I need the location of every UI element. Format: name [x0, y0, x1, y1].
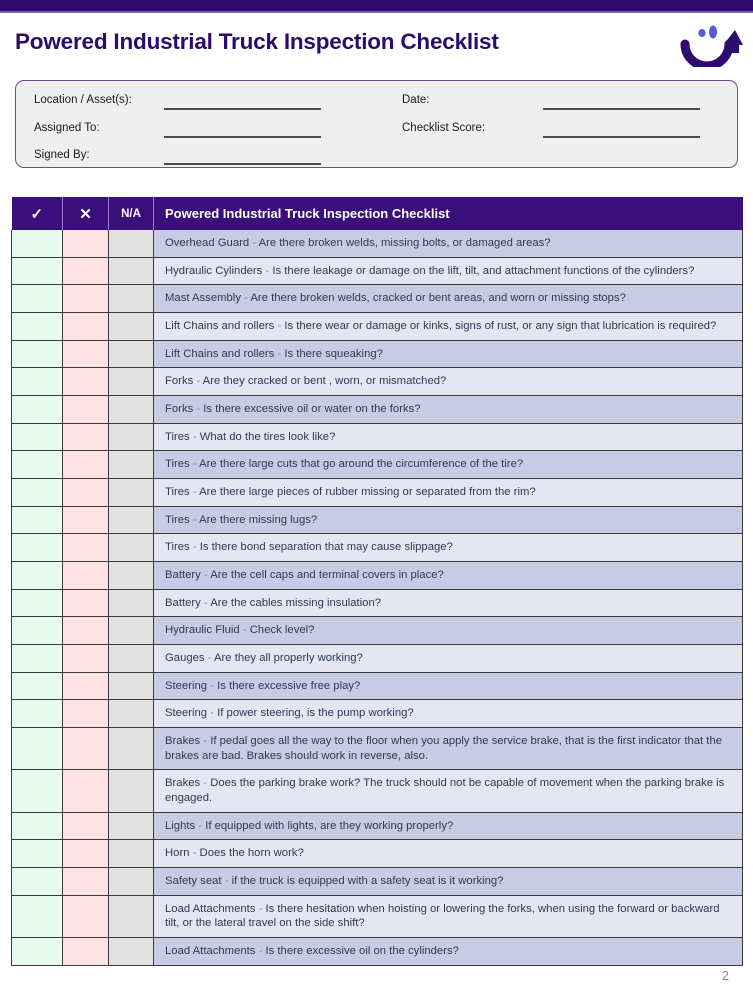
checklist-item-separator: -: [204, 652, 214, 665]
checkbox-cell-ok[interactable]: [12, 285, 63, 313]
checkbox-cell-na[interactable]: [109, 617, 154, 645]
checklist-item-text: [154, 895, 743, 937]
checklist-item-separator: -: [189, 458, 200, 471]
table-row: [12, 840, 743, 868]
table-row: [12, 451, 743, 479]
checklist-item-subject: Safety seat: [165, 875, 222, 888]
table-row: [12, 562, 743, 590]
checkbox-cell-not-ok[interactable]: [63, 645, 109, 673]
checklist-item-separator: -: [193, 375, 203, 388]
checkbox-cell-ok[interactable]: [12, 840, 63, 868]
checkbox-cell-ok[interactable]: [12, 589, 63, 617]
page-header: [0, 13, 753, 75]
checklist-item-separator: -: [239, 624, 250, 637]
checklist-item-text: [154, 506, 743, 534]
table-row: [12, 938, 743, 966]
table-row: [12, 770, 743, 812]
checklist-item-subject: Forks: [165, 403, 194, 416]
checkbox-cell-ok[interactable]: [12, 396, 63, 424]
checkbox-cell-ok[interactable]: [12, 728, 63, 770]
table-row: [12, 506, 743, 534]
checklist-item-text: [154, 840, 743, 868]
checkbox-cell-na[interactable]: [109, 230, 154, 257]
checklist-item-subject: Lift Chains and rollers: [165, 320, 275, 333]
checkbox-cell-na[interactable]: [109, 589, 154, 617]
checklist-rows: [12, 230, 743, 965]
checkbox-cell-not-ok[interactable]: [63, 340, 109, 368]
checklist-item-question: Are the cables missing insulation?: [210, 596, 382, 609]
checklist-item-subject: Brakes: [165, 735, 201, 748]
checklist-item-text: [154, 423, 743, 451]
checkbox-cell-not-ok[interactable]: [63, 451, 109, 479]
checkbox-cell-na[interactable]: [109, 506, 154, 534]
table-row: [12, 396, 743, 424]
checklist-item-separator: -: [249, 237, 259, 249]
page-title: Powered Industrial Truck Inspection Checklist: [15, 29, 499, 54]
checkbox-cell-not-ok[interactable]: [63, 617, 109, 645]
checklist-item-question: If power steering, is the pump working?: [217, 707, 414, 720]
checklist-item-question: Is there wear or damage or kinks, signs of rust, or any sign that lubrication is required?: [284, 320, 717, 333]
checkbox-cell-na[interactable]: [109, 895, 154, 937]
table-row: [12, 728, 743, 770]
checkbox-cell-not-ok[interactable]: [63, 562, 109, 590]
checkbox-cell-not-ok[interactable]: [63, 895, 109, 937]
checkbox-cell-ok[interactable]: [12, 812, 63, 840]
checkbox-cell-na[interactable]: [109, 645, 154, 673]
checkbox-cell-not-ok[interactable]: [63, 230, 109, 257]
checkbox-cell-not-ok[interactable]: [63, 534, 109, 562]
checklist-item-text: [154, 868, 743, 896]
checkbox-cell-ok[interactable]: [12, 672, 63, 700]
checklist-item-text: [154, 589, 743, 617]
checklist-item-text: [154, 770, 743, 812]
checklist-item-separator: -: [195, 819, 206, 832]
checkbox-cell-na[interactable]: [109, 728, 154, 770]
table-row: [12, 895, 743, 937]
checkbox-cell-na[interactable]: [109, 812, 154, 840]
table-row: [12, 423, 743, 451]
checklist-item-text: [154, 257, 743, 285]
checklist-item-text: [154, 285, 743, 313]
checkbox-cell-ok[interactable]: [12, 700, 63, 728]
checkbox-cell-ok[interactable]: [12, 506, 63, 534]
checkbox-cell-na[interactable]: [109, 840, 154, 868]
checkbox-cell-ok[interactable]: [12, 645, 63, 673]
checklist-item-question: Are there missing lugs?: [199, 513, 318, 526]
checklist-item-question: Does the parking brake work? The truck should not be capable of movement when the parking brake is engaged.: [165, 777, 725, 805]
checklist-item-separator: -: [207, 679, 218, 692]
checkbox-cell-not-ok[interactable]: [63, 506, 109, 534]
checkbox-cell-not-ok[interactable]: [63, 589, 109, 617]
field-assigned-to: [34, 122, 100, 140]
checklist-item-separator: -: [200, 777, 211, 790]
field-signed-by-label: Signed By:: [34, 149, 90, 161]
checklist-item-question: Is there excessive free play?: [217, 679, 361, 692]
checkbox-cell-na[interactable]: [109, 770, 154, 812]
field-assigned-to-label: Assigned To:: [34, 122, 100, 134]
checkbox-cell-na[interactable]: [109, 423, 154, 451]
checklist-item-separator: -: [200, 596, 211, 609]
checklist-item-text: [154, 562, 743, 590]
checklist-item-subject: Battery: [165, 596, 201, 609]
checklist-item-separator: -: [200, 735, 211, 748]
table-row: [12, 645, 743, 673]
checklist-item-subject: Mast Assembly: [165, 292, 241, 305]
table-row: [12, 534, 743, 562]
checklist-item-separator: -: [189, 513, 200, 526]
field-location: [34, 94, 132, 112]
checkbox-cell-not-ok[interactable]: [63, 700, 109, 728]
checklist-item-subject: Tires: [165, 541, 190, 554]
field-signed-by-input[interactable]: [164, 163, 321, 165]
table-row: [12, 672, 743, 700]
table-row: [12, 589, 743, 617]
checklist-item-separator: -: [274, 347, 285, 360]
checkbox-cell-na[interactable]: [109, 562, 154, 590]
checkbox-cell-na[interactable]: [109, 285, 154, 313]
field-date: [402, 94, 430, 112]
checklist-item-text: [154, 534, 743, 562]
checklist-item-subject: Hydraulic Fluid: [165, 624, 240, 637]
checklist-item-question: Are the cell caps and terminal covers in place?: [210, 569, 444, 582]
checklist-item-text: [154, 368, 743, 396]
checklist-item-separator: -: [200, 569, 211, 582]
checkbox-cell-na[interactable]: [109, 534, 154, 562]
table-row: [12, 257, 743, 285]
checkbox-cell-na[interactable]: [109, 868, 154, 896]
checkbox-cell-ok[interactable]: [12, 423, 63, 451]
checkbox-cell-not-ok[interactable]: [63, 423, 109, 451]
table-row: [12, 479, 743, 507]
checklist-column-header: Powered Industrial Truck Inspection Checklist: [154, 197, 743, 230]
checklist-item-text: [154, 728, 743, 770]
checkbox-cell-ok[interactable]: [12, 868, 63, 896]
checkbox-cell-ok[interactable]: [12, 938, 63, 966]
checkbox-cell-not-ok[interactable]: [63, 313, 109, 341]
checklist-item-separator: -: [193, 403, 204, 416]
checklist-item-question: If pedal goes all the way to the floor when you apply the service brake, that is the first indicator that the brakes are bad. Brakes should work in reverse, also.: [165, 735, 723, 762]
checkbox-cell-not-ok[interactable]: [63, 840, 109, 868]
checkbox-cell-na[interactable]: [109, 479, 154, 507]
checklist-item-separator: -: [189, 541, 200, 554]
field-date-input[interactable]: [543, 108, 700, 110]
checklist-item-subject: Forks: [165, 375, 194, 388]
checklist-item-question: Is there excessive oil on the cylinders?: [265, 945, 459, 958]
checkbox-cell-not-ok[interactable]: [63, 285, 109, 313]
field-checklist-score-input[interactable]: [543, 136, 700, 138]
field-date-label: Date:: [402, 94, 430, 106]
checklist-item-question: Is there bond separation that may cause slippage?: [199, 541, 453, 554]
table-row: [12, 368, 743, 396]
checkbox-cell-ok[interactable]: [12, 770, 63, 812]
checklist-item-subject: Load Attachments: [165, 945, 256, 958]
checklist-item-subject: Brakes: [165, 777, 201, 790]
checklist-item-text: [154, 645, 743, 673]
field-location-label: Location / Asset(s):: [34, 94, 132, 106]
checkbox-cell-not-ok[interactable]: [63, 868, 109, 896]
checkbox-cell-ok[interactable]: [12, 313, 63, 341]
field-location-input[interactable]: [164, 108, 321, 110]
checklist-item-subject: Tires: [165, 430, 190, 443]
checklist-item-separator: -: [207, 707, 218, 720]
inspection-info-box: [15, 80, 738, 168]
checklist-item-question: Are they cracked or bent , worn, or mismatched?: [202, 375, 447, 388]
checkbox-cell-na[interactable]: [109, 313, 154, 341]
checkbox-cell-not-ok[interactable]: [63, 257, 109, 285]
field-assigned-to-input[interactable]: [164, 136, 321, 138]
checkbox-cell-ok[interactable]: [12, 534, 63, 562]
top-accent-bar: [0, 0, 753, 11]
field-signed-by: [34, 149, 90, 167]
table-row: [12, 868, 743, 896]
checklist-item-text: [154, 340, 743, 368]
checklist-item-question: Are there broken welds, cracked or bent areas, and worn or missing stops?: [250, 292, 626, 305]
checkbox-cell-ok[interactable]: [12, 895, 63, 937]
checkbox-cell-not-ok[interactable]: [63, 672, 109, 700]
checkbox-cell-not-ok[interactable]: [63, 938, 109, 966]
checklist-item-text: [154, 451, 743, 479]
checklist-item-question: Is there excessive oil or water on the forks?: [203, 403, 421, 416]
checklist-item-text: [154, 938, 743, 966]
checkbox-cell-na[interactable]: [109, 451, 154, 479]
checklist-item-text: [154, 812, 743, 840]
checklist-item-subject: Tires: [165, 458, 190, 471]
checkbox-cell-not-ok[interactable]: [63, 812, 109, 840]
checklist-item-separator: -: [240, 292, 251, 305]
checklist-item-separator: -: [262, 264, 273, 277]
checklist-item-subject: Tires: [165, 486, 190, 499]
checklist-item-subject: Horn: [165, 847, 190, 860]
checklist-item-subject: Lights: [165, 819, 196, 832]
checkbox-cell-na[interactable]: [109, 257, 154, 285]
checklist-item-question: Is there leakage or damage on the lift, tilt, and attachment functions of the cylinders?: [272, 264, 695, 277]
checkbox-cell-not-ok[interactable]: [63, 479, 109, 507]
checklist-item-subject: Lift Chains and rollers: [165, 347, 275, 360]
checklist-item-question: if the truck is equipped with a safety seat is it working?: [231, 875, 504, 888]
smiley-arrow-logo: [677, 21, 745, 67]
check-icon: ✓: [12, 197, 63, 230]
table-row: [12, 617, 743, 645]
checkbox-cell-ok[interactable]: [12, 617, 63, 645]
checklist-item-question: What do the tires look like?: [199, 430, 336, 443]
table-row: [12, 340, 743, 368]
checklist-item-separator: -: [189, 486, 200, 499]
checklist-item-separator: -: [274, 320, 285, 333]
checkbox-cell-ok[interactable]: [12, 368, 63, 396]
checklist-item-text: [154, 672, 743, 700]
checklist-item-subject: Gauges: [165, 652, 205, 665]
checklist-item-text: [154, 313, 743, 341]
checkbox-cell-na[interactable]: [109, 368, 154, 396]
checklist-item-text: [154, 617, 743, 645]
checkbox-cell-ok[interactable]: [12, 230, 63, 257]
table-header-row: [12, 197, 743, 230]
checklist-item-subject: Load Attachments: [165, 902, 256, 915]
checkbox-cell-not-ok[interactable]: [63, 368, 109, 396]
checkbox-cell-ok[interactable]: [12, 340, 63, 368]
checkbox-cell-na[interactable]: [109, 938, 154, 966]
checklist-item-question: Does the horn work?: [199, 847, 304, 860]
checklist-item-question: Is there hesitation when hoisting or lowering the forks, when using the forward or backward tilt, or the lateral travel on the side shift?: [165, 902, 720, 930]
na-column-header: N/A: [109, 197, 154, 230]
checklist-item-question: Are there large pieces of rubber missing or separated from the rim?: [199, 486, 536, 499]
checklist-item-text: [154, 396, 743, 424]
checklist-item-separator: -: [189, 847, 200, 860]
page-number: 2: [721, 968, 729, 983]
checklist-item-question: Are there broken welds, missing bolts, or damaged areas?: [258, 237, 551, 249]
table-row: [12, 812, 743, 840]
checkbox-cell-na[interactable]: [109, 340, 154, 368]
checklist-item-separator: -: [189, 430, 200, 443]
checkbox-cell-na[interactable]: [109, 700, 154, 728]
table-row: [12, 230, 743, 257]
field-checklist-score-label: Checklist Score:: [402, 122, 486, 134]
checklist-item-separator: -: [255, 902, 266, 915]
checklist-item-question: Is there squeaking?: [284, 347, 383, 360]
checkbox-cell-na[interactable]: [109, 396, 154, 424]
checklist-item-text: [154, 230, 743, 257]
checkbox-cell-ok[interactable]: [12, 562, 63, 590]
checklist-item-question: Are they all properly working?: [214, 652, 363, 665]
checklist-item-text: [154, 700, 743, 728]
checklist-item-subject: Steering: [165, 707, 208, 720]
checkbox-cell-ok[interactable]: [12, 451, 63, 479]
checklist-item-separator: -: [255, 945, 266, 958]
table-row: [12, 285, 743, 313]
table-row: [12, 313, 743, 341]
checkbox-cell-not-ok[interactable]: [63, 728, 109, 770]
checklist-item-subject: Tires: [165, 513, 190, 526]
inspection-checklist-table: [11, 197, 743, 966]
checklist-item-subject: Steering: [165, 679, 208, 692]
checklist-item-subject: Overhead Guard: [165, 237, 250, 249]
checklist-item-subject: Hydraulic Cylinders: [165, 264, 263, 277]
checkbox-cell-ok[interactable]: [12, 479, 63, 507]
checklist-item-question: Are there large cuts that go around the circumference of the tire?: [199, 458, 524, 471]
checklist-item-question: If equipped with lights, are they working properly?: [205, 819, 454, 832]
checkbox-cell-not-ok[interactable]: [63, 770, 109, 812]
checkbox-cell-not-ok[interactable]: [63, 396, 109, 424]
checkbox-cell-ok[interactable]: [12, 257, 63, 285]
field-checklist-score: [402, 122, 485, 140]
checklist-item-question: Check level?: [249, 624, 315, 637]
checklist-item-subject: Battery: [165, 569, 201, 582]
checklist-item-separator: -: [221, 875, 232, 888]
checkbox-cell-na[interactable]: [109, 672, 154, 700]
cross-icon: ✕: [63, 197, 109, 230]
table-row: [12, 700, 743, 728]
checklist-item-text: [154, 479, 743, 507]
